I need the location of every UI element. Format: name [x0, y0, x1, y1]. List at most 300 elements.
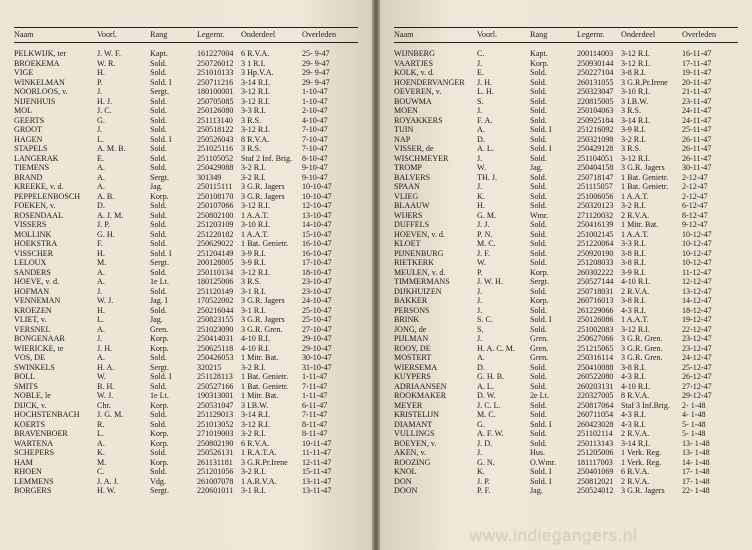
cell-rang: Sold. I [150, 248, 172, 258]
cell-onderdeel: 3-2 R.I. [241, 172, 266, 182]
header-rang: Rang [150, 30, 168, 39]
cell-rang: Sold. [150, 106, 167, 115]
cell-overleden: 11-11-47 [302, 448, 332, 457]
cell-naam: WIERSEMA [394, 362, 438, 372]
cell-rang: Korp. [150, 400, 169, 410]
cell-voorl: P. N. [477, 229, 493, 239]
cell-onderdeel: 3-8 R.I. [621, 296, 646, 305]
cell-voorl: J. [477, 334, 483, 343]
cell-onderdeel: Staf 2 Inf. Brig. [241, 153, 293, 163]
cell-naam: WARTENA [14, 438, 54, 448]
cell-voorl: G. N. [477, 457, 495, 467]
cell-naam: TIEMENS [14, 163, 50, 172]
cell-onderdeel: 3 R.S. [241, 277, 262, 286]
cell-naam: BORGERS [14, 486, 52, 495]
cell-overleden: 20-11-47 [682, 77, 712, 87]
header-top-rule [394, 27, 738, 28]
cell-overleden: 13-10-47 [302, 210, 332, 220]
cell-voorl: F. [97, 239, 103, 248]
cell-onderdeel: 1 Mitr. Bat. [241, 391, 279, 400]
cell-onderdeel: 1 Bat. Genietr. [241, 239, 289, 248]
cell-naam: BOLL [14, 372, 36, 381]
cell-voorl: D. [477, 134, 485, 144]
cell-legernr: 250527144 [577, 277, 614, 286]
cell-voorl: M. [97, 457, 107, 467]
cell-overleden: 21-11-47 [682, 87, 712, 96]
cell-rang: Sold. [530, 410, 547, 419]
cell-legernr: 190313001 [197, 391, 234, 400]
cell-overleden: 15-10-47 [302, 229, 332, 239]
cell-onderdeel: 6 R.V.A. [621, 467, 650, 476]
cell-legernr: 251129013 [197, 410, 234, 419]
cell-voorl: G. M. [477, 210, 497, 220]
cell-overleden: 19-11-47 [682, 68, 712, 77]
cell-rang: Sold. I [530, 315, 552, 324]
cell-voorl: A. [97, 353, 105, 362]
cell-rang: Sold. [530, 286, 547, 296]
cell-legernr: 250629022 [197, 239, 234, 248]
cell-overleden: 13-12-47 [682, 286, 712, 296]
cell-legernr: 250429088 [197, 163, 234, 172]
cell-onderdeel: 1 A.A.T. [241, 229, 269, 239]
cell-overleden: 25- 9-47 [302, 49, 330, 58]
cell-rang: Sold. I [530, 419, 552, 429]
cell-rang: Sergt. [150, 172, 169, 182]
cell-rang: Sold. I [530, 476, 552, 486]
cell-overleden: 7-11-47 [302, 381, 328, 391]
cell-voorl: G. [97, 115, 105, 125]
cell-rang: Sold. [530, 362, 547, 372]
cell-legernr: 180100001 [197, 87, 234, 96]
cell-legernr: 180125006 [197, 277, 234, 286]
cell-naam: DUFFELS [394, 220, 430, 229]
cell-onderdeel: 3-12 R.I. [621, 324, 650, 334]
cell-overleden: 30-10-47 [302, 353, 332, 362]
cell-legernr: 251220182 [197, 229, 234, 239]
cell-naam: BOUWMA [394, 96, 432, 106]
cell-rang: Sold. [530, 258, 547, 267]
cell-voorl: H. J. [97, 96, 113, 106]
cell-legernr: 250401069 [577, 467, 614, 476]
cell-legernr: 250115111 [197, 182, 233, 191]
cell-voorl: J. [477, 106, 483, 115]
cell-onderdeel: 3 G.R. Jagers [621, 486, 665, 495]
cell-onderdeel: 1 A.A.T. [621, 229, 649, 239]
cell-legernr: 251006056 [577, 191, 614, 201]
cell-legernr: 250416139 [577, 220, 614, 229]
cell-overleden: 13- 1-48 [682, 448, 710, 457]
cell-voorl: W. J. [97, 296, 114, 305]
cell-rang: 1e Lt. [150, 391, 169, 400]
cell-onderdeel: 3-12 R.I. [241, 125, 270, 134]
cell-legernr: 251002145 [577, 229, 614, 239]
cell-onderdeel: 3-2 R.I. [621, 201, 646, 210]
cell-legernr: 250410088 [577, 362, 614, 372]
cell-legernr: 251102114 [577, 429, 613, 438]
cell-voorl: E. [97, 153, 104, 163]
cell-legernr: 250812021 [577, 476, 614, 486]
cell-voorl: A. [97, 277, 105, 286]
cell-naam: VLIEG [394, 191, 419, 201]
cell-naam: BALVERS [394, 172, 431, 182]
cell-voorl: E. [477, 68, 484, 77]
cell-legernr: 250126080 [197, 106, 234, 115]
cell-overleden: 7-10-47 [302, 134, 328, 144]
cell-voorl: S. [477, 324, 484, 334]
header-onderdeel: Onderdeel [241, 30, 276, 39]
cell-onderdeel: 3 G.R. Gren. [241, 324, 283, 334]
cell-overleden: 5- 1-48 [682, 429, 706, 438]
header-bottom-rule [14, 42, 358, 43]
cell-voorl: G. H. [97, 229, 115, 239]
cell-voorl: J. J. [477, 220, 490, 229]
cell-legernr: 251104051 [577, 153, 614, 163]
cell-overleden: 31-10-47 [302, 362, 332, 372]
cell-overleden: 29-10-47 [302, 334, 332, 343]
cell-overleden: 23-10-47 [302, 286, 332, 296]
cell-voorl: B. H. [97, 381, 115, 391]
cell-overleden: 14-10-47 [302, 220, 332, 229]
cell-onderdeel: 6 R.V.A. [241, 49, 270, 58]
cell-rang: Gren. [530, 343, 549, 353]
cell-naam: VISSERS [14, 220, 47, 229]
cell-naam: PIJNENBURG [394, 248, 444, 258]
cell-onderdeel: 3-3 R.I. [621, 239, 646, 248]
cell-overleden: 25-10-47 [302, 305, 332, 315]
cell-overleden: 17- 1-48 [682, 467, 710, 476]
cell-legernr: 251215065 [577, 343, 614, 353]
cell-onderdeel: 4-10 R.I. [621, 381, 650, 391]
cell-legernr: 251120149 [197, 286, 234, 296]
cell-voorl: G. [477, 419, 485, 429]
cell-rang: Hus. [530, 448, 546, 457]
cell-voorl: A. [97, 182, 105, 191]
cell-onderdeel: 2 R.V.A. [621, 286, 650, 296]
cell-naam: BOEYEN, v. [394, 438, 437, 448]
cell-legernr: 261131181 [197, 457, 233, 467]
cell-overleden: 7-10-47 [302, 125, 328, 134]
cell-onderdeel: 1 A.A.T. [621, 315, 649, 324]
cell-legernr: 250823155 [197, 315, 234, 324]
cell-legernr: 250627066 [577, 334, 614, 343]
cell-naam: VLIET, v. [14, 315, 47, 324]
cell-naam: ROSENDAAL [14, 210, 64, 220]
cell-legernr: 250705085 [197, 96, 234, 106]
cell-onderdeel: 3-12 R.I. [241, 96, 270, 106]
cell-naam: BONGENAAR [14, 334, 65, 343]
cell-onderdeel: 3 G.R. Jagers [621, 163, 665, 172]
cell-legernr: 250524012 [577, 486, 614, 495]
cell-naam: MEULEN, v. d. [394, 267, 446, 277]
cell-rang: Sold. [150, 220, 167, 229]
cell-legernr: 250802100 [197, 210, 234, 220]
cell-legernr: 220815005 [577, 96, 614, 106]
cell-legernr: 250216044 [197, 305, 234, 315]
cell-overleden: 23-11-47 [682, 96, 712, 106]
cell-onderdeel: 3 Hp.V.A. [241, 68, 274, 77]
cell-voorl: TH. J. [477, 172, 498, 182]
cell-naam: MOSTERT [394, 353, 432, 362]
cell-onderdeel: 3-14 R.I. [241, 77, 270, 87]
cell-rang: Sold. [530, 229, 547, 239]
cell-rang: Sergt. [150, 486, 169, 495]
cell-overleden: 9-10-47 [302, 163, 328, 172]
cell-voorl: L. H. [477, 87, 494, 96]
cell-naam: HOEVEN, v. d. [394, 229, 445, 239]
cell-rang: Sold. [530, 239, 547, 248]
cell-rang: Kapt. [530, 49, 548, 58]
cell-overleden: 8-11-47 [302, 419, 328, 429]
cell-naam: HAM [14, 457, 33, 467]
cell-rang: Jag. [530, 486, 543, 495]
cell-onderdeel: 3-9 R.I. [621, 267, 646, 277]
cell-legernr: 251204149 [197, 248, 234, 258]
header-overleden: Overleden [682, 30, 717, 39]
cell-rang: Korp. [530, 267, 549, 277]
cell-rang: Sold. [150, 115, 167, 125]
cell-overleden: 23-12-47 [682, 343, 712, 353]
cell-voorl: M. [97, 258, 107, 267]
cell-overleden: 24-11-47 [682, 106, 712, 115]
cell-onderdeel: 1 Mitr. Bat. [621, 220, 659, 229]
cell-rang: Sold. [530, 191, 547, 201]
cell-overleden: 29- 9-47 [302, 58, 330, 68]
cell-naam: VISSCHER [14, 248, 54, 258]
cell-voorl: A. J. M. [97, 210, 124, 220]
cell-voorl: J. [477, 153, 483, 163]
cell-onderdeel: 1 Bat. Genietr. [241, 381, 289, 391]
cell-overleden: 22- 1-48 [682, 486, 710, 495]
cell-naam: SMITS [14, 381, 38, 391]
cell-onderdeel: 4-10 R.I. [241, 334, 270, 343]
cell-rang: Korp. [150, 343, 169, 353]
cell-legernr: 250711216 [197, 77, 234, 87]
cell-naam: SWINKELS [14, 362, 55, 372]
cell-rang: Korp. [530, 296, 549, 305]
cell-voorl: D. W. [477, 391, 496, 400]
cell-voorl: J. W. H. [477, 277, 503, 286]
cell-onderdeel: 3 G.R.Pr.Irene [621, 77, 668, 87]
cell-voorl: J. [477, 296, 483, 305]
cell-onderdeel: 3-8 R.I. [621, 258, 646, 267]
header-overleden: Overleden [302, 30, 337, 39]
cell-overleden: 23-10-47 [302, 277, 332, 286]
cell-rang: Sold. [150, 163, 167, 172]
cell-onderdeel: 1 Bat. Genietr. [621, 182, 669, 191]
cell-voorl: J. [97, 334, 103, 343]
cell-onderdeel: 4-3 R.I. [621, 419, 646, 429]
cell-rang: Sold. [530, 115, 547, 125]
cell-overleden: 26-11-47 [682, 153, 712, 163]
cell-legernr: 250526131 [197, 448, 234, 457]
cell-overleden: 10-12-47 [682, 229, 712, 239]
cell-voorl: W. [477, 163, 486, 172]
cell-legernr: 251128113 [197, 372, 233, 381]
cell-rang: Sergt. [150, 87, 169, 96]
cell-legernr: 250414031 [197, 334, 234, 343]
cell-overleden: 4-10-47 [302, 115, 328, 125]
cell-onderdeel: 8 R.V.A. [621, 391, 650, 400]
cell-voorl: J. G. M. [97, 410, 124, 419]
cell-rang: Sold. [530, 96, 547, 106]
cell-overleden: 30-11-47 [682, 163, 712, 172]
cell-legernr: 261229066 [577, 305, 614, 315]
cell-overleden: 18-12-47 [682, 305, 712, 315]
cell-rang: Sold. I [530, 144, 552, 153]
cell-naam: BAKKER [394, 296, 428, 305]
cell-voorl: F. A. [477, 115, 493, 125]
cell-voorl: L. [97, 134, 104, 144]
cell-legernr: 250426053 [197, 353, 234, 362]
cell-naam: LEMMENS [14, 476, 54, 486]
cell-overleden: 10-10-47 [302, 182, 332, 191]
cell-legernr: 250531047 [197, 400, 234, 410]
cell-rang: Sold. [530, 400, 547, 410]
cell-legernr: 250316114 [577, 353, 614, 362]
cell-onderdeel: 3 G.R. Jagers [241, 182, 285, 191]
cell-naam: MOEN [394, 106, 418, 115]
cell-rang: Sold. [150, 68, 167, 77]
cell-naam: WIJNBERG [394, 49, 435, 58]
cell-onderdeel: 3-8 R.I. [621, 362, 646, 372]
cell-legernr: 260711054 [577, 410, 614, 419]
cell-legernr: 250920190 [577, 248, 614, 258]
cell-voorl: A. B. [97, 191, 115, 201]
cell-rang: Jag. [150, 182, 163, 191]
cell-onderdeel: 3 R.S. [241, 144, 262, 153]
cell-rang: Sold. I [150, 134, 172, 144]
cell-rang: Sold. [530, 106, 547, 115]
cell-naam: STAPELS [14, 144, 48, 153]
cell-legernr: 251105052 [197, 153, 234, 163]
cell-legernr: 200114003 [577, 49, 614, 58]
cell-voorl: A. [477, 125, 485, 134]
cell-legernr: 250110134 [197, 267, 234, 277]
cell-overleden: 9-12-47 [682, 220, 708, 229]
cell-naam: BRINK [394, 315, 420, 324]
cell-legernr: 250718147 [577, 172, 614, 182]
cell-onderdeel: 3-9 R.I. [241, 258, 266, 267]
cell-naam: VAARTJES [394, 58, 433, 68]
cell-voorl: J. [477, 448, 483, 457]
cell-voorl: A. L. [477, 144, 494, 153]
cell-naam: KNOL [394, 467, 417, 476]
cell-rang: Sold. [530, 172, 547, 182]
cell-naam: OEVEREN, v. [394, 87, 442, 96]
cell-naam: KREEKE, v. d. [14, 182, 64, 191]
cell-rang: Sold. [530, 134, 547, 144]
cell-legernr: 251205006 [577, 448, 614, 457]
cell-rang: Sold. [530, 220, 547, 229]
cell-naam: HOEVE, v. d. [14, 277, 60, 286]
cell-overleden: 16-10-47 [302, 239, 332, 248]
cell-naam: DIJKHUIZEN [394, 286, 442, 296]
cell-naam: TUIN [394, 125, 414, 134]
cell-naam: KLOET [394, 239, 421, 248]
cell-voorl: P. [477, 267, 483, 277]
cell-voorl: H. [97, 68, 105, 77]
cell-rang: Sold. [530, 381, 547, 391]
cell-naam: WIJERS [394, 210, 423, 220]
cell-voorl: J. [97, 87, 103, 96]
cell-onderdeel: 3 I.B.W. [621, 96, 649, 106]
cell-onderdeel: 1 A.A.T. [621, 191, 649, 201]
cell-voorl: A. [97, 438, 105, 448]
cell-overleden: 16-10-47 [302, 248, 332, 258]
cell-naam: NOORLOOS, v. [14, 87, 68, 96]
cell-voorl: H. W. [97, 486, 116, 495]
cell-onderdeel: 3 G.R.Pr.Irene [241, 457, 288, 467]
cell-legernr: 251002083 [577, 324, 614, 334]
cell-legernr: 250320123 [577, 201, 614, 210]
cell-voorl: A. [97, 267, 105, 277]
cell-onderdeel: 2 R.V.A. [621, 429, 650, 438]
cell-naam: GEERTS [14, 115, 45, 125]
cell-legernr: 260302222 [577, 267, 614, 277]
cell-legernr: 170522002 [197, 296, 234, 305]
cell-rang: Sold. [150, 125, 167, 134]
cell-naam: NOBLE, le [14, 391, 51, 400]
cell-onderdeel: 4-3 R.I. [621, 410, 646, 419]
cell-naam: ADRIAANSEN [394, 381, 447, 391]
header-naam: Naam [14, 30, 34, 39]
cell-naam: LELOUX [14, 258, 47, 267]
cell-voorl: L. [97, 429, 104, 438]
cell-onderdeel: 3-10 R.I. [241, 220, 270, 229]
cell-naam: NIJENHUIS [14, 96, 56, 106]
cell-naam: JONG, de [394, 324, 427, 334]
cell-rang: O.Wmr. [530, 457, 557, 467]
cell-onderdeel: 3-1 R.I. [241, 286, 266, 296]
cell-legernr: 250625118 [197, 343, 234, 353]
cell-rang: Korp. [150, 438, 169, 448]
cell-naam: HAGEN [14, 134, 43, 144]
right-column-headers [394, 30, 734, 40]
cell-onderdeel: 2 R.V.A. [621, 210, 650, 220]
cell-naam: AKEN, v. [394, 448, 427, 457]
cell-rang: Sold. [150, 448, 167, 457]
cell-voorl: M. C. [477, 410, 496, 419]
cell-onderdeel: 3-2 R.I. [241, 429, 266, 438]
cell-legernr: 250527166 [197, 381, 234, 391]
cell-naam: LANGERAK [14, 153, 59, 163]
cell-overleden: 29-12-47 [682, 391, 712, 400]
cell-onderdeel: 3-14 R.I. [621, 438, 650, 448]
cell-onderdeel: 1 Verk. Reg. [621, 448, 662, 457]
cell-rang: Sold. [150, 153, 167, 163]
cell-overleden: 2-12-47 [682, 191, 708, 201]
cell-onderdeel: 3-1 R.I. [241, 486, 266, 495]
cell-legernr: 260716013 [577, 296, 614, 305]
cell-naam: KRISTELIJN [394, 410, 439, 419]
cell-voorl: J. H. [477, 77, 493, 87]
cell-overleden: 10-12-47 [682, 258, 712, 267]
cell-rang: Jag. [530, 163, 543, 172]
cell-overleden: 2-12-47 [682, 172, 708, 182]
cell-legernr: 250321098 [577, 134, 614, 144]
cell-rang: Sold. [150, 353, 167, 362]
cell-overleden: 29- 9-47 [302, 77, 330, 87]
cell-overleden: 2-10-47 [302, 106, 328, 115]
cell-overleden: 8-12-47 [682, 210, 708, 220]
cell-naam: MOL [14, 106, 32, 115]
cell-rang: Sold. [150, 144, 167, 153]
cell-naam: HOFMAN [14, 286, 50, 296]
cell-onderdeel: 4-10 R.I. [621, 277, 650, 286]
cell-legernr: 301349 [197, 172, 222, 182]
cell-onderdeel: 3-9 R.I. [241, 248, 266, 258]
cell-naam: ROOKMAKER [394, 391, 447, 400]
